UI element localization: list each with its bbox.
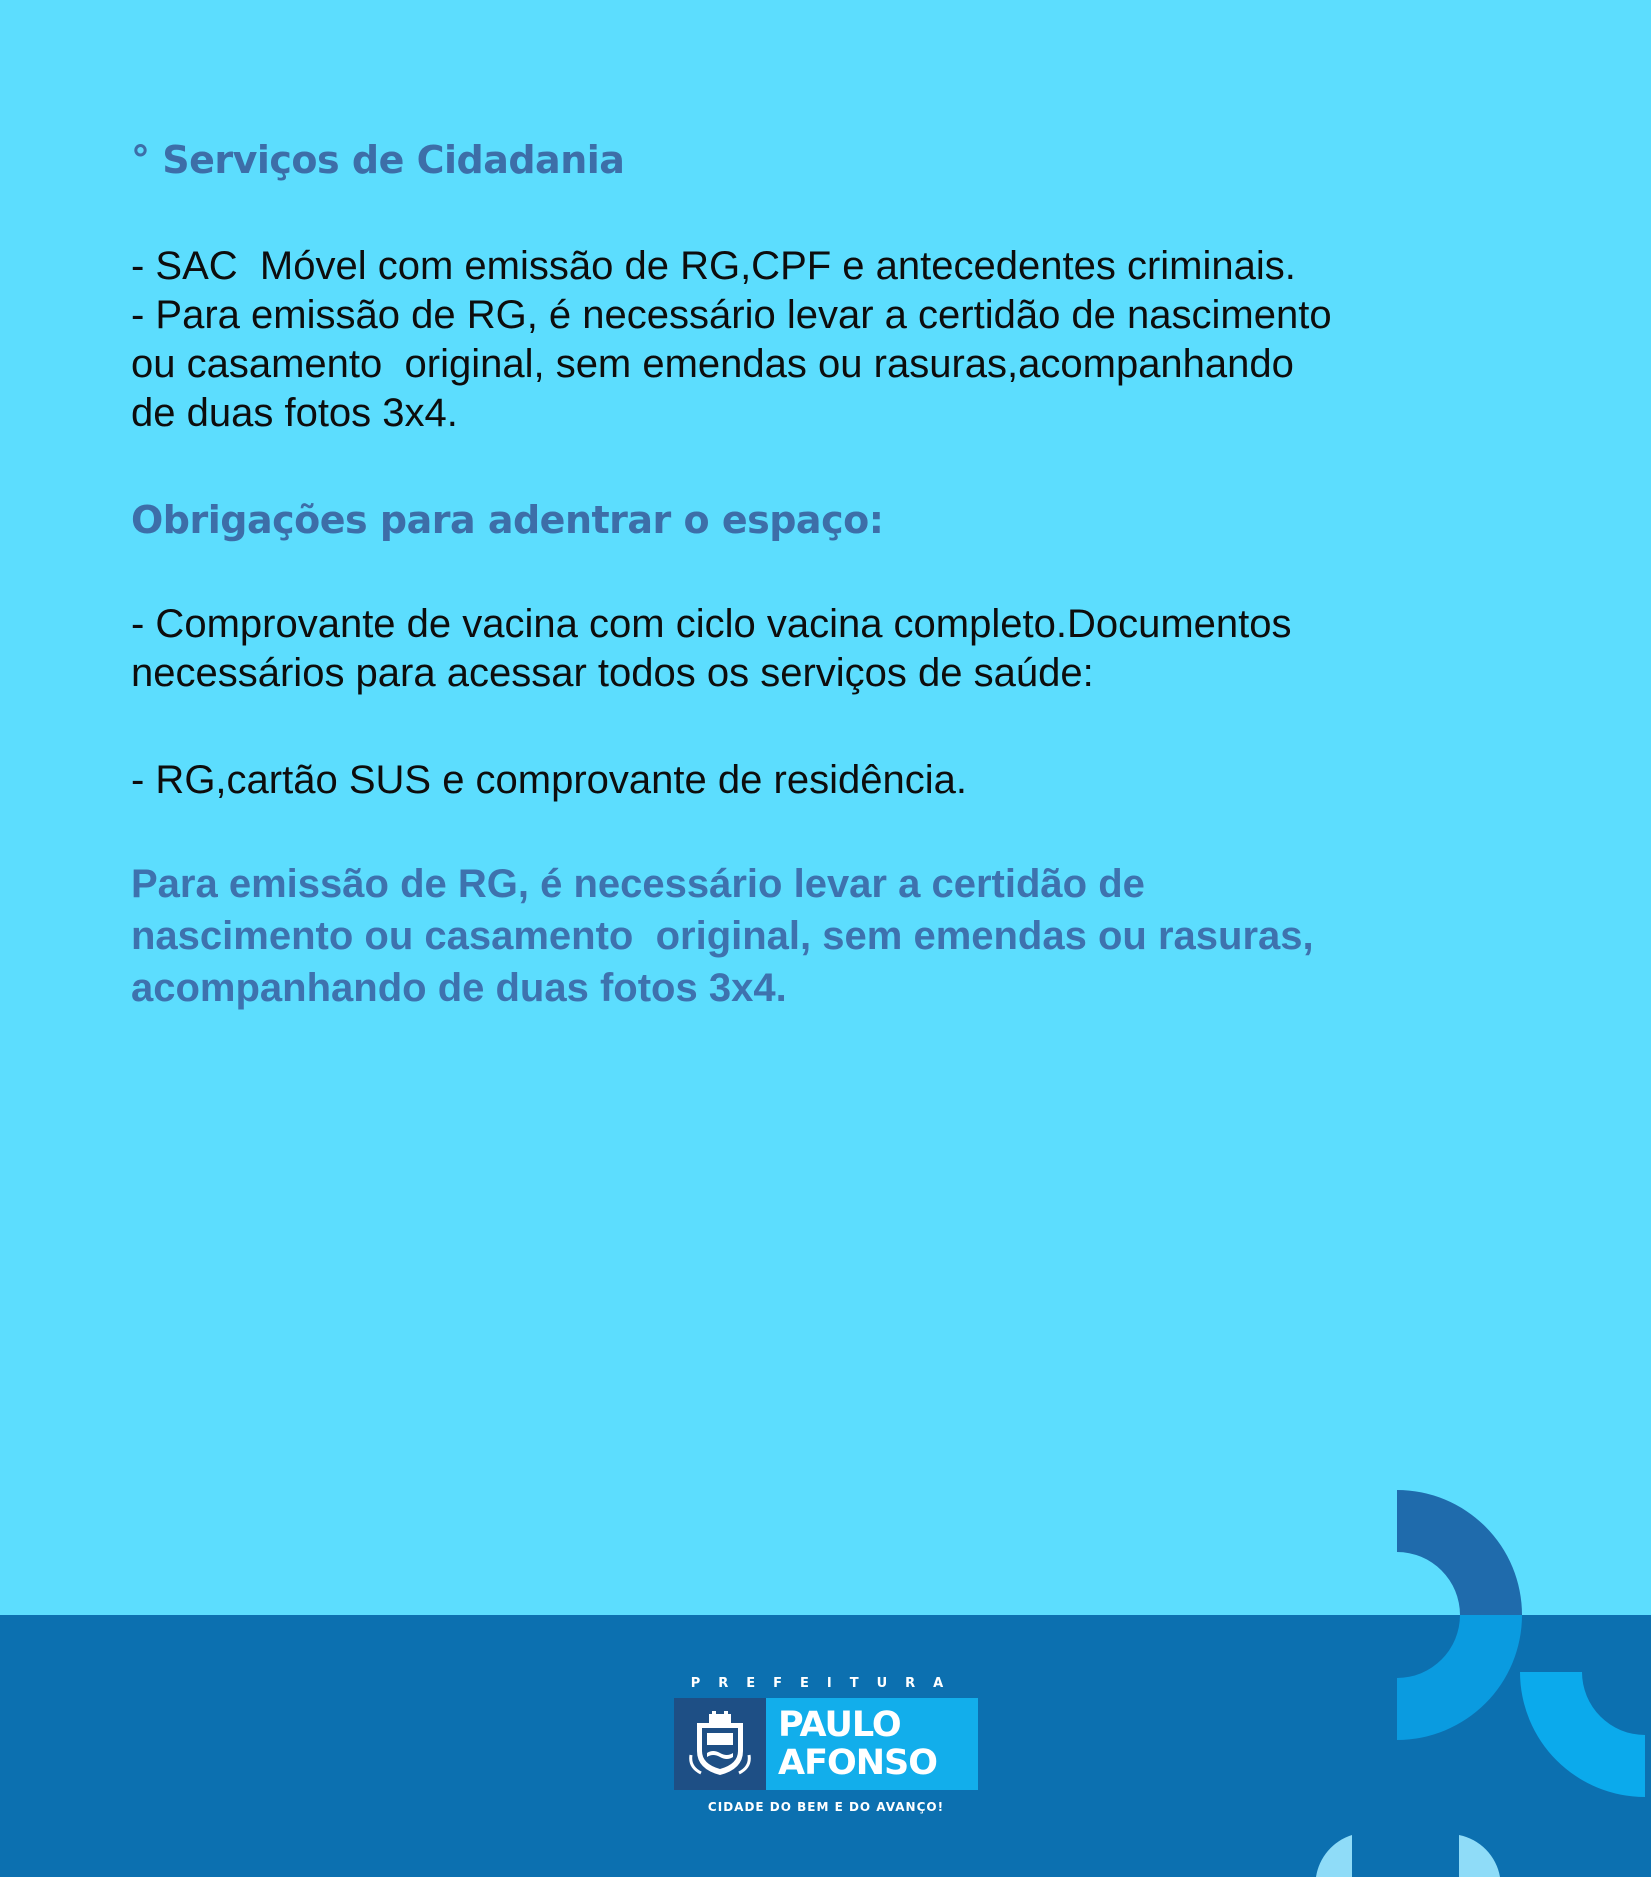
rg-note-line: Para emissão de RG, é necessário levar a certidão de (131, 862, 1145, 906)
logo-name-line1: PAULO (778, 1705, 901, 1745)
rg-note-line: acompanhando de duas fotos 3x4. (131, 966, 787, 1010)
city-crest-icon (674, 1698, 766, 1790)
logo-city-name (766, 1698, 978, 1790)
obligations-line: necessários para acessar todos os serviços de saúde: (131, 651, 1094, 695)
heading-citizenship-services: ° Serviços de Cidadania (131, 138, 625, 182)
rg-note-line: nascimento ou casamento original, sem emendas ou rasuras, (131, 914, 1314, 958)
services-line: - SAC Móvel com emissão de RG,CPF e antecedentes criminais. (131, 244, 1296, 288)
documents-line: - RG,cartão SUS e comprovante de residência. (131, 758, 967, 802)
heading-obligations: Obrigações para adentrar o espaço: (131, 498, 884, 542)
prefeitura-logo (674, 1676, 978, 1816)
services-line: ou casamento original, sem emendas ou rasuras,acompanhando (131, 342, 1294, 386)
logo-name-line2: AFONSO (778, 1743, 938, 1783)
logo-box (674, 1698, 978, 1790)
logo-tagline: CIDADE DO BEM E DO AVANÇO! (707, 1800, 945, 1814)
services-line: - Para emissão de RG, é necessário levar a certidão de nascimento (131, 293, 1332, 337)
obligations-line: - Comprovante de vacina com ciclo vacina completo.Documentos (131, 602, 1292, 646)
services-line: de duas fotos 3x4. (131, 391, 458, 435)
logo-prefix: PREFEITURA (690, 1676, 962, 1691)
